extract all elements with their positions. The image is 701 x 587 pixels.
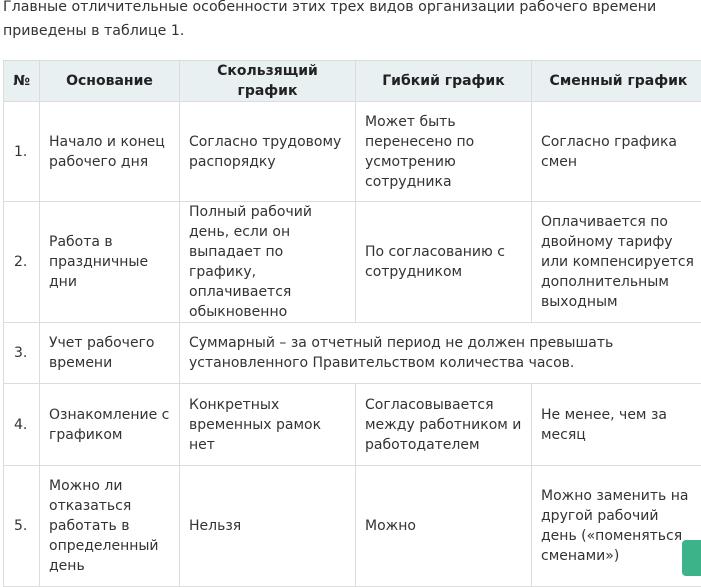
header-sliding-schedule: Скользящий график bbox=[180, 61, 356, 102]
header-basis: Основание bbox=[40, 61, 180, 102]
scroll-to-top-button[interactable] bbox=[682, 540, 701, 576]
row-number: 2. bbox=[4, 202, 40, 323]
cell-basis: Ознакомление с графиком bbox=[40, 384, 180, 466]
cell-flexible: По согласованию с сотрудником bbox=[356, 202, 532, 323]
table-row bbox=[4, 102, 701, 202]
row-number: 4. bbox=[4, 384, 40, 466]
cell-shift: Оплачивается по двойному тарифу или компенсируется дополнительным выходным bbox=[532, 202, 701, 323]
cell-shift: Не менее, чем за месяц bbox=[532, 384, 701, 466]
table-row bbox=[4, 384, 701, 466]
cell-sliding: Конкретных временных рамок нет bbox=[180, 384, 356, 466]
row-number: 5. bbox=[4, 466, 40, 587]
cell-sliding: Нельзя bbox=[180, 466, 356, 587]
row-number: 3. bbox=[4, 323, 40, 384]
cell-shift: Можно заменить на другой рабочий день («поменяться сменами») bbox=[532, 466, 701, 587]
cell-flexible: Может быть перенесено по усмотрению сотрудника bbox=[356, 102, 532, 202]
table-row bbox=[4, 323, 701, 384]
header-number: № bbox=[4, 61, 40, 102]
cell-basis: Учет рабочего времени bbox=[40, 323, 180, 384]
cell-merged-accounting: Суммарный – за отчетный период не должен превышать установленного Правительством количества часов. bbox=[180, 323, 701, 384]
work-schedule-table bbox=[3, 60, 701, 587]
row-number: 1. bbox=[4, 102, 40, 202]
cell-sliding: Согласно трудовому распорядку bbox=[180, 102, 356, 202]
cell-flexible: Согласовывается между работником и работодателем bbox=[356, 384, 532, 466]
cell-shift: Согласно графика смен bbox=[532, 102, 701, 202]
table-row bbox=[4, 202, 701, 323]
cell-flexible: Можно bbox=[356, 466, 532, 587]
cell-basis: Можно ли отказаться работать в определенный день bbox=[40, 466, 180, 587]
table-header-row bbox=[4, 61, 701, 102]
cell-sliding: Полный рабочий день, если он выпадает по графику, оплачивается обыкновенно bbox=[180, 202, 356, 323]
intro-paragraph: Главные отличительные особенности этих трех видов организации рабочего времени приведены в таблице 1. bbox=[3, 0, 701, 43]
table-row bbox=[4, 466, 701, 587]
cell-basis: Начало и конец рабочего дня bbox=[40, 102, 180, 202]
header-shift-schedule: Сменный график bbox=[532, 61, 701, 102]
header-flexible-schedule: Гибкий график bbox=[356, 61, 532, 102]
cell-basis: Работа в праздничные дни bbox=[40, 202, 180, 323]
